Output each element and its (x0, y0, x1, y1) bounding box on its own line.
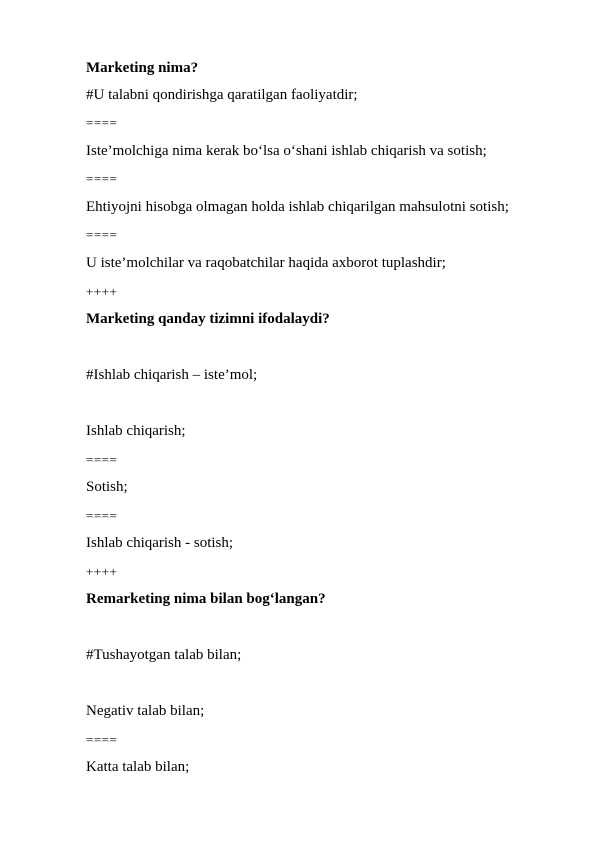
separator-line: ++++ (86, 284, 118, 299)
answer-line: Sotish; (86, 479, 128, 495)
separator-line: ==== (86, 508, 118, 523)
answer-line: Ishlab chiqarish; (86, 423, 186, 439)
question-heading: Marketing qanday tizimni ifodalaydi? (86, 311, 330, 327)
answer-line: #Tushayotgan talab bilan; (86, 647, 242, 663)
separator-line: ==== (86, 227, 118, 242)
answer-line: U iste’molchilar va raqobatchilar haqida axborot tuplashdir; (86, 255, 446, 271)
answer-line: #U talabni qondirishga qaratilgan faoliyatdir; (86, 87, 358, 103)
separator-line: ++++ (86, 564, 118, 579)
question-heading: Remarketing nima bilan bog‘langan? (86, 591, 326, 607)
separator-line: ==== (86, 115, 118, 130)
separator-line: ==== (86, 732, 118, 747)
separator-line: ==== (86, 171, 118, 186)
separator-line: ==== (86, 452, 118, 467)
answer-line: Negativ talab bilan; (86, 703, 205, 719)
answer-line: #Ishlab chiqarish – iste’mol; (86, 367, 258, 383)
answer-line: Ehtiyojni hisobga olmagan holda ishlab chiqarilgan mahsulotni sotish; (86, 199, 509, 215)
answer-line: Ishlab chiqarish - sotish; (86, 535, 234, 551)
answer-line: Iste’molchiga nima kerak bo‘lsa o‘shani ishlab chiqarish va sotish; (86, 143, 487, 159)
answer-line: Katta talab bilan; (86, 759, 190, 775)
question-heading: Marketing nima? (86, 60, 199, 76)
